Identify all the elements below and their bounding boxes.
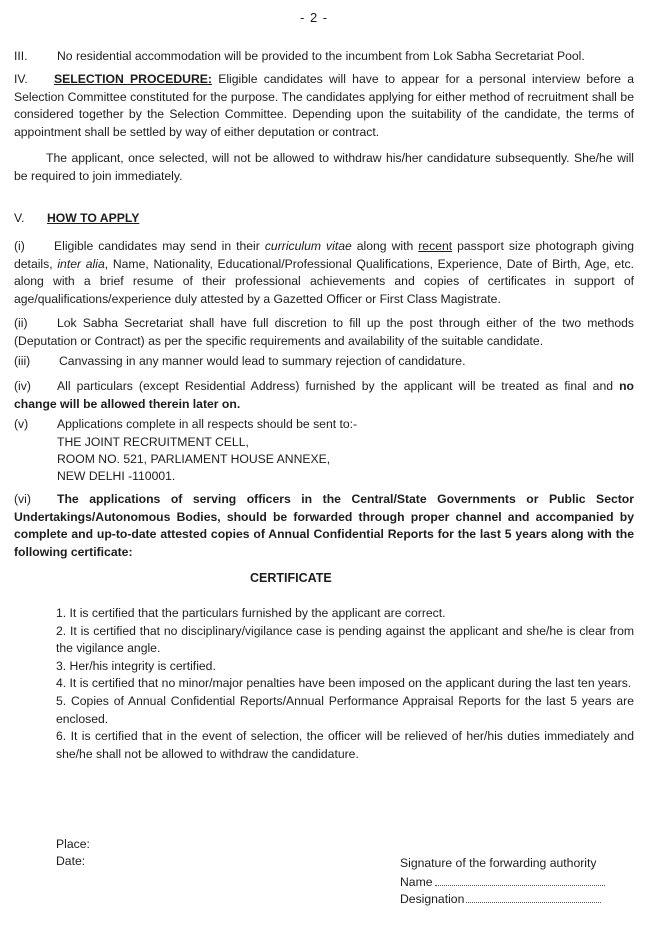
apply-item-iv: (iv) All particulars (except Residential Address) furnished by the applicant will be treated as final and no change will be allowed therein later on. <box>14 379 634 411</box>
apply-item-iii-number: (iii) <box>14 354 31 368</box>
designation-blank-line <box>466 890 601 903</box>
name-row <box>400 873 605 889</box>
apply-item-i-text-3: passport size photograph giving details, <box>14 239 635 271</box>
apply-item-ii-text: Lok Sabha Secretariat shall have full discretion to fill up the post through either of the two methods (Deputation or Contract) as per the specific requirements and availability of the suitable candidate. <box>14 316 634 348</box>
certificate-item: 2. It is certified that no disciplinary/vigilance case is pending against the applicant and she/he is clear from the vigilance angle. <box>56 623 634 656</box>
place-label: Place: <box>56 837 90 851</box>
certificate-item: 6. It is certified that in the event of selection, the officer will be relieved of her/his duties immediately and she/he shall not be allowed to withdraw the candidature. <box>56 729 634 761</box>
page-number: - 2 - <box>300 10 329 25</box>
apply-item-ii <box>14 315 634 350</box>
address-block <box>57 434 634 486</box>
section-v-number: V. <box>14 211 25 225</box>
certificate-item: 4. It is certified that no minor/major penalties have been imposed on the applicant during the last ten years. <box>56 676 632 691</box>
section-iii-text: No residential accommodation will be provided to the incumbent from Lok Sabha Secretariat Pool. <box>57 49 585 63</box>
section-iv-text: Eligible candidates will have to appear for a personal interview before a Selection Committee constituted for the purpose. The candidates applying for either method of recruitment shall be considered together by the Selection Committee. Depending upon the suitability of the candidate, the terms of appointment shall be settled by way of either deputation or contract. <box>14 72 634 139</box>
apply-item-iii-text: Canvassing in any manner would lead to summary rejection of candidature. <box>59 354 466 368</box>
section-iv-paragraph-2 <box>14 150 634 185</box>
apply-item-v <box>14 416 634 486</box>
section-iv-para2-text: The applicant, once selected, will not be allowed to withdraw his/her candidature subsequently. She/he will be required to join immediately. <box>14 151 634 183</box>
apply-item-vi <box>14 491 634 561</box>
apply-item-v-number: (v) <box>14 417 29 431</box>
section-iii <box>14 48 634 66</box>
apply-item-v-text: Applications complete in all respects should be sent to:- <box>57 417 358 431</box>
apply-item-ii-number: (ii) <box>14 316 28 330</box>
apply-item-i <box>14 238 634 308</box>
apply-item-iv-text: All particulars (except Residential Address) furnished by the applicant will be treated as final and <box>57 379 620 393</box>
certificate-title: CERTIFICATE <box>250 571 332 585</box>
certificate-item: 1. It is certified that the particulars furnished by the applicant are correct. <box>56 606 446 620</box>
designation-row <box>400 890 601 906</box>
apply-item-iv-number: (iv) <box>14 379 31 393</box>
section-v-heading-row <box>14 211 634 225</box>
address-line: ROOM NO. 521, PARLIAMENT HOUSE ANNEXE, <box>57 452 331 466</box>
designation-label: Designation <box>400 892 465 906</box>
apply-item-i-italic-cv: curriculum vitae <box>264 239 352 253</box>
apply-item-vi-text: The applications of serving officers in the Central/State Governments or Public Sector Undertakings/Autonomous Bodies, should be forwarded through proper channel and accompanied by complete and up-to-date attested copies of Annual Confidential Reports for the last 5 years along with the following certificate: <box>14 492 634 559</box>
section-iv <box>14 71 634 141</box>
apply-item-iv-bold: no change will be allowed therein later on <box>14 379 634 411</box>
apply-item-i-number: (i) <box>14 239 25 253</box>
section-iv-heading: SELECTION PROCEDURE: <box>54 72 212 86</box>
address-line: NEW DELHI -110001. <box>57 469 176 484</box>
certificate-item: 3. Her/his integrity is certified. <box>56 658 216 673</box>
apply-item-i-text-4: , Name, Nationality, Educational/Professional Qualifications, Experience, Date of Birth, Age, etc. along with a brief resume of their professional achievements and copies of certificates in support of age/qualifications/experience duly attested by a Gazetted Officer or First Class Magistrate. <box>14 256 634 306</box>
certificate-item: 5. Copies of Annual Confidential Reports/Annual Performance Appraisal Reports for the last 5 years are enclosed. <box>56 693 634 726</box>
apply-item-i-text-1: Eligible candidates may send in their <box>54 239 265 253</box>
name-label: Name <box>400 875 433 889</box>
apply-item-i-text-2: along with <box>351 239 419 253</box>
apply-item-vi-number: (vi) <box>14 492 31 506</box>
section-iii-number: III. <box>14 49 28 63</box>
date-label: Date: <box>56 854 86 868</box>
signature-label: Signature of the forwarding authority <box>400 856 597 870</box>
section-iv-number: IV. <box>14 72 28 86</box>
certificate-list <box>56 605 634 763</box>
apply-item-iii <box>14 353 634 371</box>
apply-item-i-italic-inter-alia: inter alia <box>57 256 105 271</box>
apply-item-i-recent: recent <box>418 239 453 253</box>
address-line: THE JOINT RECRUITMENT CELL, <box>57 434 249 449</box>
section-v-heading: HOW TO APPLY <box>47 211 140 225</box>
name-blank-line <box>435 873 605 886</box>
